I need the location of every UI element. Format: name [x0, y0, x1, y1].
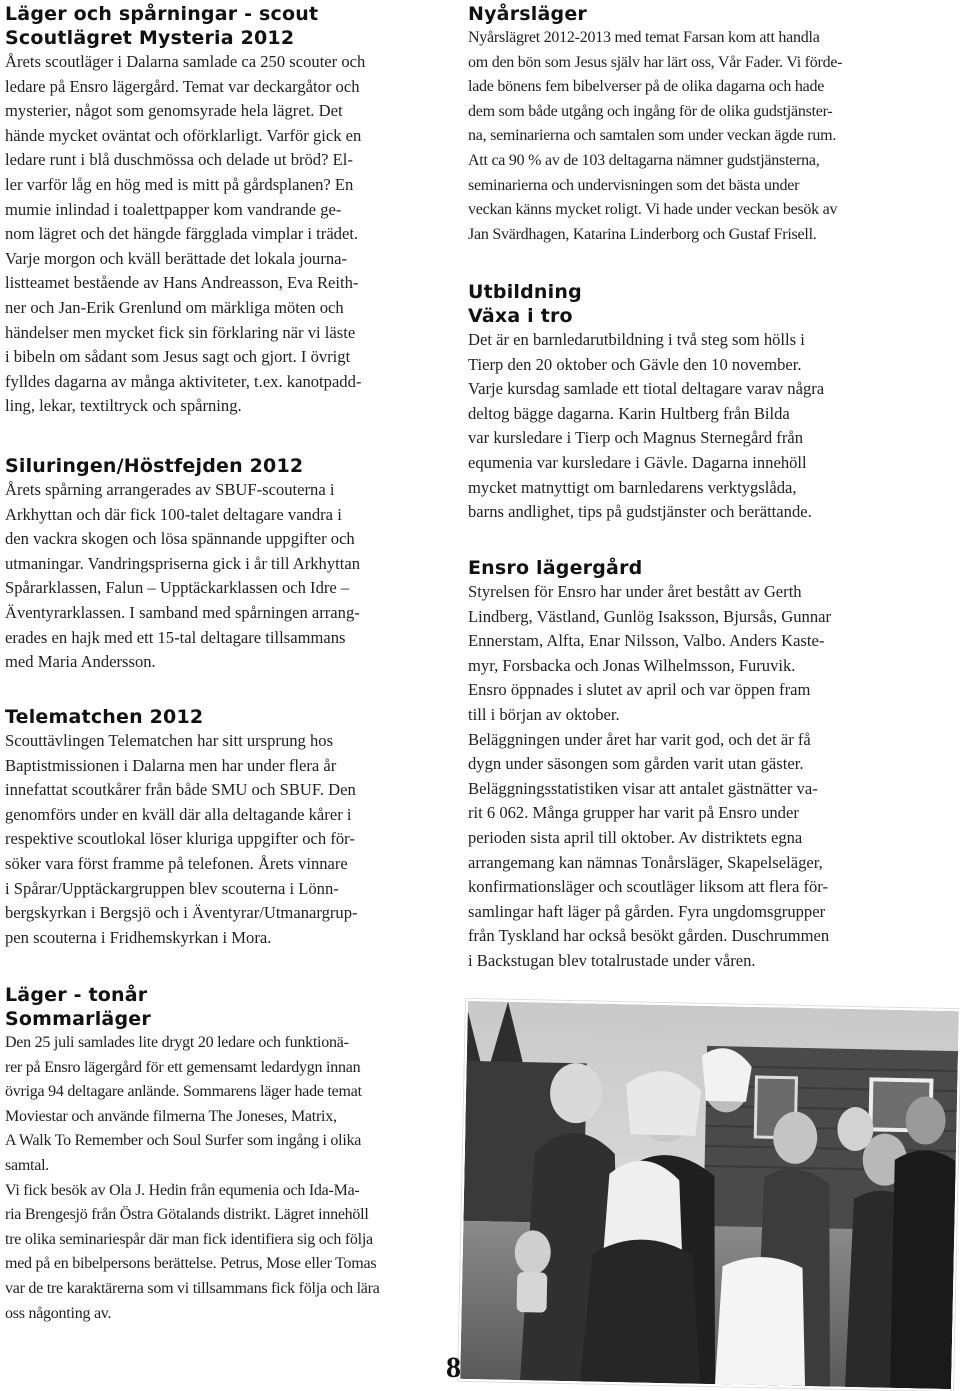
page-number: 8	[446, 1351, 461, 1384]
text-line: respektive scoutlokal löser kluriga uppgifter och för-	[5, 829, 355, 849]
text-line: A Walk To Remember och Soul Surfer som ingång i olika	[5, 1132, 362, 1150]
text-line: Jan Svärdhagen, Katarina Linderborg och Gustaf Frisell.	[468, 225, 817, 243]
section-nyarslager	[468, 2, 920, 247]
text-line: Arkhyttan och där fick 100-talet deltagare vandra i	[5, 504, 342, 524]
text-line: mycket matnyttigt om barnledarens verktygslåda,	[468, 477, 797, 497]
text-line: Nyårslägret 2012-2013 med temat Farsan kom att handla	[468, 29, 820, 46]
text-line: Vi fick besök av Ola J. Hedin från equmenia och Ida-Ma-	[5, 1181, 360, 1199]
text-line: perioden sista april till oktober. Av distriktets egna	[468, 827, 803, 847]
text-line: listteamet bestående av Hans Andreasson, Eva Reith-	[5, 273, 359, 293]
text-line: Det är en barnledarutbildning i två steg som hölls i	[468, 330, 805, 349]
text-line: utmaningar. Vandringspriserna gick i år till Arkhyttan	[5, 553, 361, 573]
text-line: var kursledare i Tierp och Magnus Sternegård från	[468, 428, 804, 448]
text-line: från Tyskland har också besökt gården. Duschrummen	[468, 926, 830, 946]
text-line: med på en bibelpersons berättelse. Petrus, Mose eller Tomas	[5, 1255, 377, 1273]
section-heading: Nyårsläger	[468, 3, 587, 25]
text-line: ler varför låg en hög med is mitt på gårdsplanen? En	[5, 174, 354, 194]
section-body	[5, 50, 450, 419]
text-line: ner och Jan-Erik Grenlund om märkliga möten och	[5, 297, 344, 317]
text-line: ledare på Ensro lägergård. Temat var deckargåtor och	[5, 76, 360, 96]
text-line: deltog bägge dagarna. Karin Hultberg från Bilda	[468, 403, 790, 423]
section-body	[468, 26, 920, 247]
text-line: barns andlighet, tips på gudstjänster och berättande.	[468, 502, 812, 522]
text-line: händelser men mycket fick sin förklaring när vi läste	[5, 322, 356, 342]
text-line: Styrelsen för Ensro har under året bestått av Gerth	[468, 582, 802, 601]
section-ensro	[468, 556, 920, 974]
text-line: Årets scoutläger i Dalarna samlade ca 250 scouter och	[5, 52, 366, 71]
text-line: rit 6 062. Många grupper har varit på Ensro under	[468, 803, 799, 823]
text-line: Lindberg, Västland, Gunlög Isaksson, Bjursås, Gunnar	[468, 606, 832, 626]
text-line: oss någonting av.	[5, 1304, 112, 1322]
text-line: Varje kursdag samlade ett tiotal deltagare varav några	[468, 379, 825, 399]
section-body	[5, 478, 450, 675]
text-line: i Backstugan blev totalrustade under våren.	[468, 950, 756, 970]
text-line: erades en hajk med ett 15-tal deltagare tillsammans	[5, 627, 346, 647]
text-line: veckan känns mycket roligt. Vi hade under veckan besök av	[468, 201, 838, 219]
text-line: dygn under säsongen som gården varit utan gäster.	[468, 754, 804, 774]
section-subheading: Scoutlägret Mysteria 2012	[5, 27, 295, 49]
text-line: ling, lekar, textiltryck och spårning.	[5, 396, 242, 416]
section-subheading: Sommarläger	[5, 1008, 151, 1030]
text-line: arrangemang kan nämnas Tonårsläger, Skapelseläger,	[468, 852, 823, 872]
text-line: i Spårar/Upptäckargruppen blev scouterna i Lönn-	[5, 878, 339, 898]
text-line: hände mycket oväntat och oförklarligt. Varför gick en	[5, 125, 362, 145]
text-line: om den bön som Jesus själv har lärt oss, Vår Fader. Vi förde-	[468, 53, 843, 71]
section-heading: Utbildning	[468, 281, 582, 303]
section-telematchen	[5, 705, 450, 950]
section-heading: Ensro lägergård	[468, 557, 643, 579]
text-line: mumie inlindad i toalettpapper kom vandrande ge-	[5, 199, 342, 219]
text-line: var de tre karaktärerna som vi tillsammans fick följa och lära	[5, 1279, 380, 1297]
section-heading: Läger och spårningar - scout	[5, 3, 319, 25]
group-photo-illustration	[460, 1001, 959, 1389]
text-line: genomförs under en kväll där alla deltagande kårer i	[5, 804, 352, 824]
section-heading: Telematchen 2012	[5, 706, 204, 728]
text-line: equmenia var kursledare i Gävle. Dagarna innehöll	[468, 452, 807, 472]
text-line: Spårarklassen, Falun – Upptäckarklassen och Idre –	[5, 578, 350, 598]
section-heading: Läger - tonår	[5, 984, 148, 1006]
section-body	[5, 729, 450, 950]
text-line: till i början av oktober.	[468, 704, 620, 724]
text-line: seminarierna och undervisningen som det bästa under	[468, 176, 800, 194]
text-line: Årets spårning arrangerades av SBUF-scouterna i	[5, 480, 335, 499]
text-line: Ensro öppnades i slutet av april och var öppen fram	[468, 680, 811, 700]
section-heading: Siluringen/Höstfejden 2012	[5, 455, 304, 477]
text-line: Beläggningen under året har varit god, och det är få	[468, 729, 811, 749]
text-line: Ennerstam, Alfta, Enar Nilsson, Valbo. Anders Kaste-	[468, 631, 825, 651]
text-line: söker vara först framme på telefonen. Årets vinnare	[5, 853, 348, 873]
section-body	[468, 580, 920, 974]
text-line: samtal.	[5, 1156, 50, 1174]
text-line: tre olika seminariespår där man fick identifiera sig och följa	[5, 1230, 373, 1248]
group-photo	[458, 999, 960, 1391]
text-line: na, seminarierna och samtalen som under veckan ägde rum.	[468, 127, 837, 145]
text-line: den vackra skogen och lösa spännande uppgifter och	[5, 529, 355, 549]
text-line: mysterier, något som genomsyrade hela lägret. Det	[5, 101, 343, 121]
text-line: Beläggningsstatistiken visar att antalet gästnätter va-	[468, 778, 818, 798]
text-line: rer på Ensro lägergård för ett gemensamt ledardygn innan	[5, 1058, 361, 1076]
text-line: Äventyrarklassen. I samband med spårningen arrang-	[5, 602, 360, 622]
section-scout	[5, 2, 450, 419]
text-line: övriga 94 deltagare anlände. Sommarens läger hade temat	[5, 1083, 362, 1101]
text-line: dem som både utgång och ingång för de olika gudstjänster-	[468, 102, 833, 120]
text-line: innefattat scoutkårer från både SMU och SBUF. Den	[5, 780, 356, 800]
section-subheading: Växa i tro	[468, 305, 573, 327]
text-line: ria Brengesjö från Östra Götalands distrikt. Lägret innehöll	[5, 1206, 369, 1224]
text-line: med Maria Andersson.	[5, 652, 156, 672]
text-line: ledare runt i blå duschmössa och delade ut bröd? El-	[5, 150, 353, 170]
text-line: bergskyrkan i Bergsjö och i Äventyrar/Utmanargrup-	[5, 903, 358, 923]
text-line: myr, Forsbacka och Jonas Wilhelmsson, Furuvik.	[468, 655, 796, 675]
section-body	[468, 328, 920, 525]
text-line: Att ca 90 % av de 103 deltagarna nämner gudstjänsterna,	[468, 151, 820, 169]
text-line: Den 25 juli samlades lite drygt 20 ledare och funktionä-	[5, 1034, 349, 1051]
text-line: konfirmationsläger och scoutläger liksom att flera för-	[468, 877, 828, 897]
section-body	[5, 1031, 450, 1326]
section-utbildning	[468, 280, 920, 525]
text-line: Tierp den 20 oktober och Gävle den 10 november.	[468, 354, 802, 374]
text-line: pen scouterna i Fridhemskyrkan i Mora.	[5, 927, 272, 947]
text-line: i bibeln om sådant som Jesus sagt och gjort. I övrigt	[5, 347, 351, 367]
text-line: samlingar haft läger på gården. Fyra ungdomsgrupper	[468, 901, 826, 921]
text-line: nom lägret och det hängde färgglada vimplar i trädet.	[5, 224, 359, 244]
text-line: Scouttävlingen Telematchen har sitt ursprung hos	[5, 731, 334, 750]
section-tonar	[5, 983, 450, 1326]
text-line: Varje morgon och kväll berättade det lokala journa-	[5, 248, 348, 268]
section-siluringen	[5, 454, 450, 675]
text-line: Moviestar och använde filmerna The Joneses, Matrix,	[5, 1107, 337, 1125]
text-line: Baptistmissionen i Dalarna men har under flera år	[5, 755, 337, 775]
text-line: lade bönens fem bibelverser på de olika dagarna och hade	[468, 78, 825, 96]
text-line: fylldes dagarna av många aktiviteter, t.ex. kanotpadd-	[5, 371, 362, 391]
